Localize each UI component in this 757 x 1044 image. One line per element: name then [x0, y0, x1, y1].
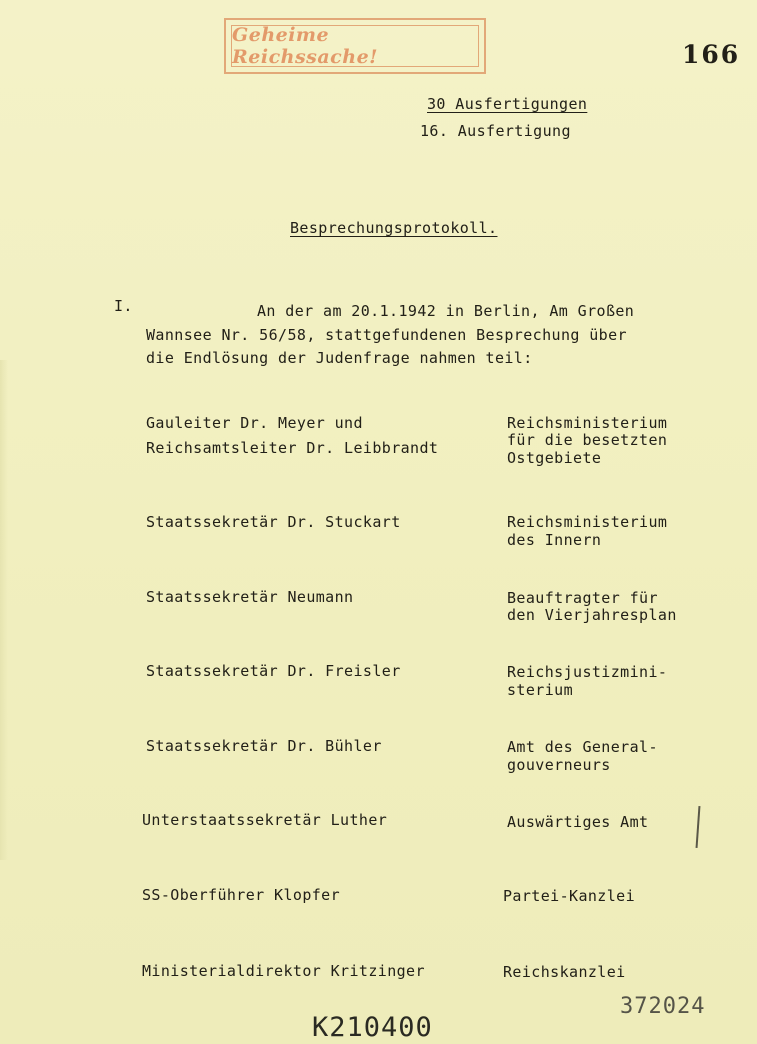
participant-office: Partei-Kanzlei	[503, 887, 636, 905]
secret-stamp-text: Geheime Reichssache!	[232, 24, 378, 68]
participant-office: Reichsministerium	[507, 513, 668, 531]
participant-name: Reichsamtsleiter Dr. Leibbrandt	[146, 439, 439, 457]
participant-name: Ministerialdirektor Kritzinger	[142, 962, 425, 980]
participant-name: Staatssekretär Dr. Freisler	[146, 662, 401, 680]
section-numeral: I.	[114, 297, 133, 315]
participant-name: Gauleiter Dr. Meyer und	[146, 414, 363, 432]
participant-name: Staatssekretär Dr. Bühler	[146, 737, 382, 755]
intro-line: Wannsee Nr. 56/58, stattgefundenen Besprechung über	[146, 326, 627, 344]
margin-pen-mark	[696, 806, 701, 848]
participant-office: des Innern	[507, 531, 602, 549]
copy-number: 16. Ausfertigung	[420, 122, 571, 140]
participant-office: für die besetzten	[507, 431, 668, 449]
page-number: 166	[682, 40, 741, 69]
participant-name: Staatssekretär Neumann	[146, 588, 354, 606]
participant-office: Reichsjustizmini-	[507, 663, 668, 681]
participant-office: Amt des General-	[507, 738, 658, 756]
participant-office: Reichskanzlei	[503, 963, 626, 981]
participant-name: Unterstaatssekretär Luther	[142, 811, 388, 829]
archive-number: 372024	[620, 994, 706, 1019]
secret-stamp	[224, 18, 486, 74]
copies-total: 30 Ausfertigungen	[427, 95, 588, 113]
participant-office: Reichsministerium	[507, 414, 668, 432]
participant-name: SS-Oberführer Klopfer	[142, 886, 341, 904]
serial-number: K210400	[312, 1012, 433, 1043]
intro-line: die Endlösung der Judenfrage nahmen teil:	[146, 349, 533, 367]
document-title: Besprechungsprotokoll.	[290, 219, 498, 237]
page-edge-shadow	[0, 360, 8, 860]
participant-office: den Vierjahresplan	[507, 606, 677, 624]
participant-office: Ostgebiete	[507, 449, 602, 467]
participant-office: gouverneurs	[507, 756, 611, 774]
participant-name: Staatssekretär Dr. Stuckart	[146, 513, 401, 531]
participant-office: Beauftragter für	[507, 589, 658, 607]
participant-office: sterium	[507, 681, 574, 699]
participant-office: Auswärtiges Amt	[507, 813, 649, 831]
intro-line: An der am 20.1.1942 in Berlin, Am Großen	[257, 302, 635, 320]
secret-stamp-inner	[231, 25, 479, 67]
